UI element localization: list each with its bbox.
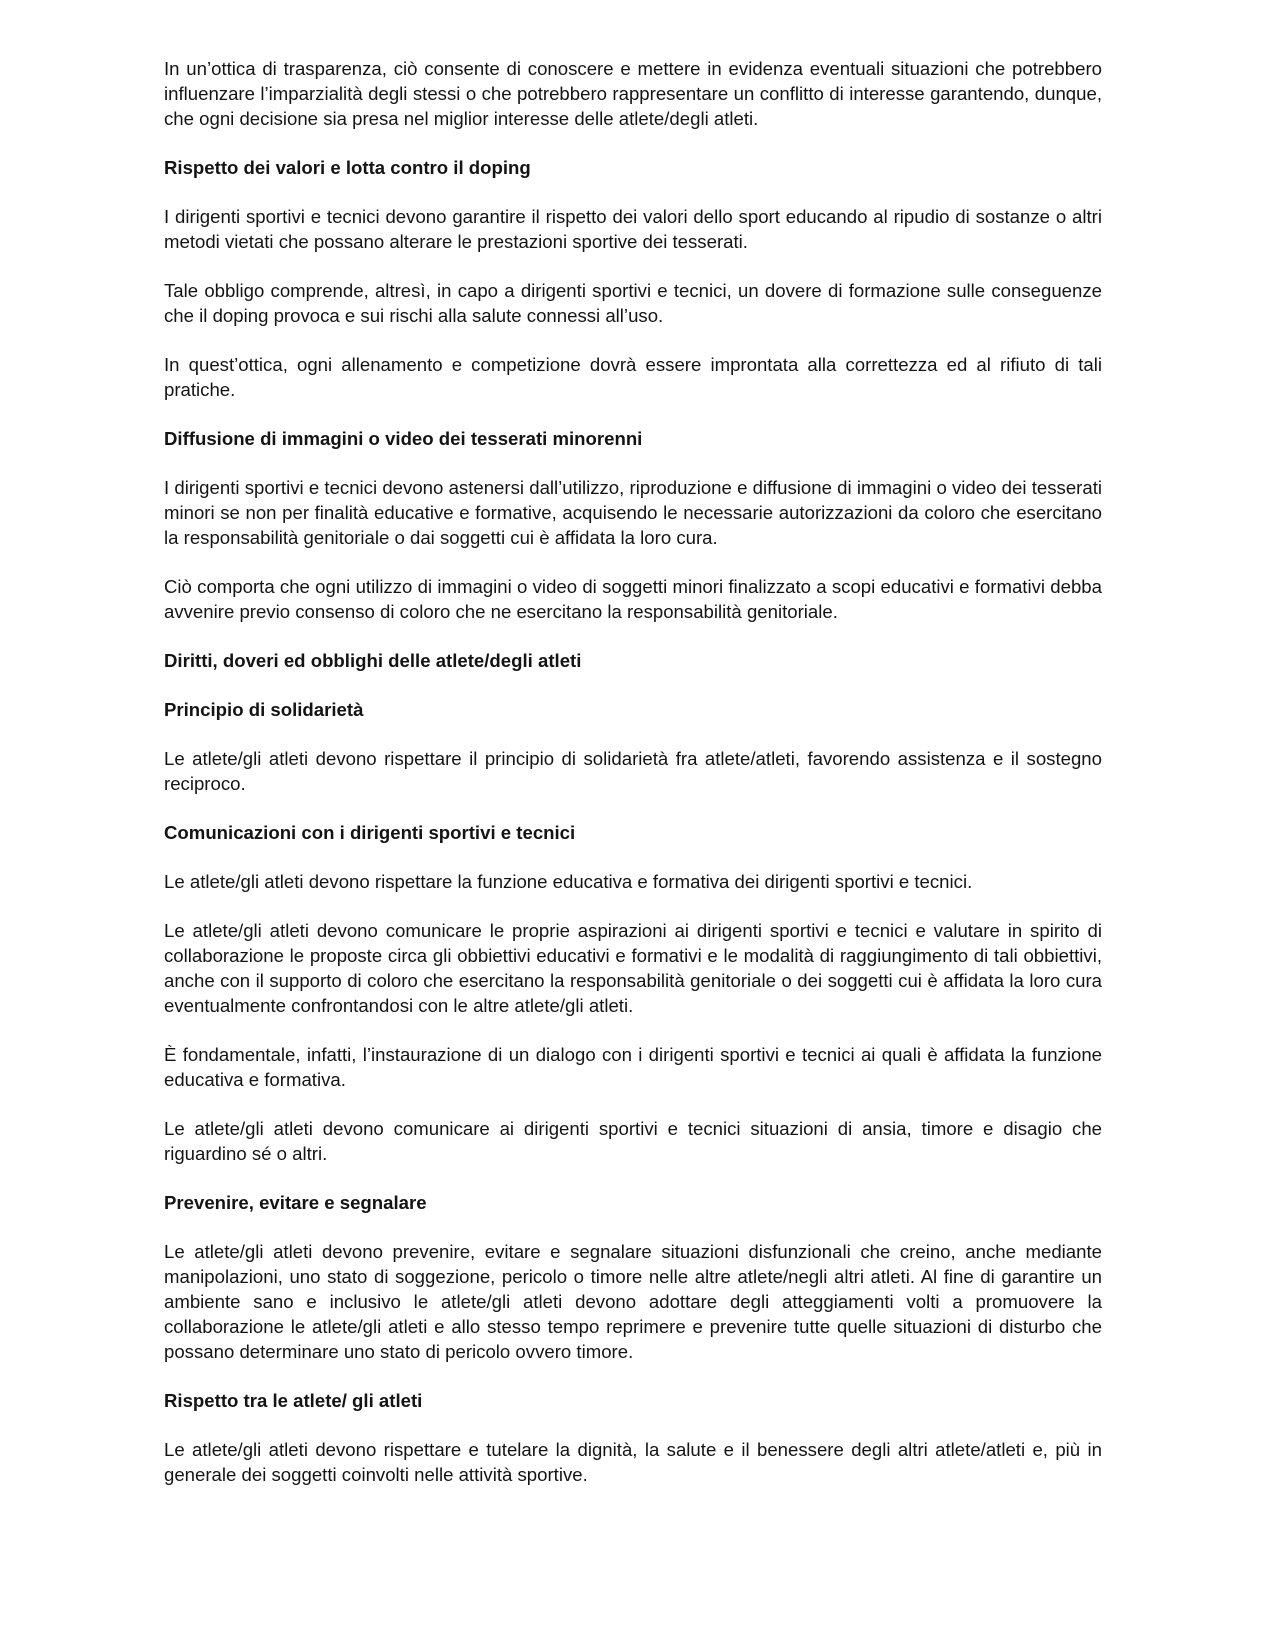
paragraph: Le atlete/gli atleti devono rispettare il principio di solidarietà fra atlete/atleti, favorendo assistenza e il sostegno reciproco.	[164, 748, 1102, 794]
section-heading: Diritti, doveri ed obblighi delle atlete/degli atleti	[164, 650, 582, 671]
section-heading: Principio di solidarietà	[164, 699, 364, 720]
paragraph: Le atlete/gli atleti devono comunicare le proprie aspirazioni ai dirigenti sportivi e tecnici e valutare in spirito di collaborazione le proposte circa gli obbiettivi educativi e formativi e le modalità di raggiungimento di tali obbiettivi, anche con il supporto di coloro che esercitano la responsabilità genitoriale o dei soggetti cui è affidata la loro cura eventualmente confrontandosi con le altre atlete/gli atleti.	[164, 920, 1102, 1016]
document-page	[164, 56, 1102, 1487]
paragraph: Le atlete/gli atleti devono rispettare la funzione educativa e formativa dei dirigenti sportivi e tecnici.	[164, 871, 973, 892]
paragraph: È fondamentale, infatti, l’instaurazione di un dialogo con i dirigenti sportivi e tecnici ai quali è affidata la funzione educativa e formativa.	[164, 1044, 1102, 1090]
section-heading: Diffusione di immagini o video dei tesserati minorenni	[164, 428, 643, 449]
section-heading: Rispetto tra le atlete/ gli atleti	[164, 1390, 423, 1411]
paragraph: Le atlete/gli atleti devono comunicare ai dirigenti sportivi e tecnici situazioni di ansia, timore e disagio che riguardino sé o altri.	[164, 1118, 1102, 1164]
paragraph: In un’ottica di trasparenza, ciò consente di conoscere e mettere in evidenza eventuali situazioni che potrebbero influenzare l’imparzialità degli stessi o che potrebbero rappresentare un conflitto di interesse garantendo, dunque, che ogni decisione sia presa nel miglior interesse delle atlete/degli atleti.	[164, 58, 1102, 129]
paragraph: I dirigenti sportivi e tecnici devono astenersi dall’utilizzo, riproduzione e diffusione di immagini o video dei tesserati minori se non per finalità educative e formative, acquisendo le necessarie autorizzazioni da coloro che esercitano la responsabilità genitoriale o dai soggetti cui è affidata la loro cura.	[164, 477, 1102, 548]
paragraph: In quest’ottica, ogni allenamento e competizione dovrà essere improntata alla correttezza ed al rifiuto di tali pratiche.	[164, 354, 1102, 400]
section-heading: Rispetto dei valori e lotta contro il doping	[164, 157, 531, 178]
paragraph: I dirigenti sportivi e tecnici devono garantire il rispetto dei valori dello sport educando al ripudio di sostanze o altri metodi vietati che possano alterare le prestazioni sportive dei tesserati.	[164, 206, 1102, 252]
section-heading: Prevenire, evitare e segnalare	[164, 1192, 427, 1213]
paragraph: Tale obbligo comprende, altresì, in capo a dirigenti sportivi e tecnici, un dovere di formazione sulle conseguenze che il doping provoca e sui rischi alla salute connessi all’uso.	[164, 280, 1102, 326]
paragraph: Ciò comporta che ogni utilizzo di immagini o video di soggetti minori finalizzato a scopi educativi e formativi debba avvenire previo consenso di coloro che ne esercitano la responsabilità genitoriale.	[164, 576, 1102, 622]
paragraph: Le atlete/gli atleti devono rispettare e tutelare la dignità, la salute e il benessere degli altri atlete/atleti e, più in generale dei soggetti coinvolti nelle attività sportive.	[164, 1439, 1102, 1485]
section-heading: Comunicazioni con i dirigenti sportivi e tecnici	[164, 822, 576, 843]
paragraph: Le atlete/gli atleti devono prevenire, evitare e segnalare situazioni disfunzionali che creino, anche mediante manipolazioni, uno stato di soggezione, pericolo o timore nelle altre atlete/negli altri atleti. Al fine di garantire un ambiente sano e inclusivo le atlete/gli atleti devono adottare degli atteggiamenti volti a promuovere la collaborazione le atlete/gli atleti e allo stesso tempo reprimere e prevenire tutte quelle situazioni di disturbo che possano determinare uno stato di pericolo ovvero timore.	[164, 1241, 1102, 1362]
